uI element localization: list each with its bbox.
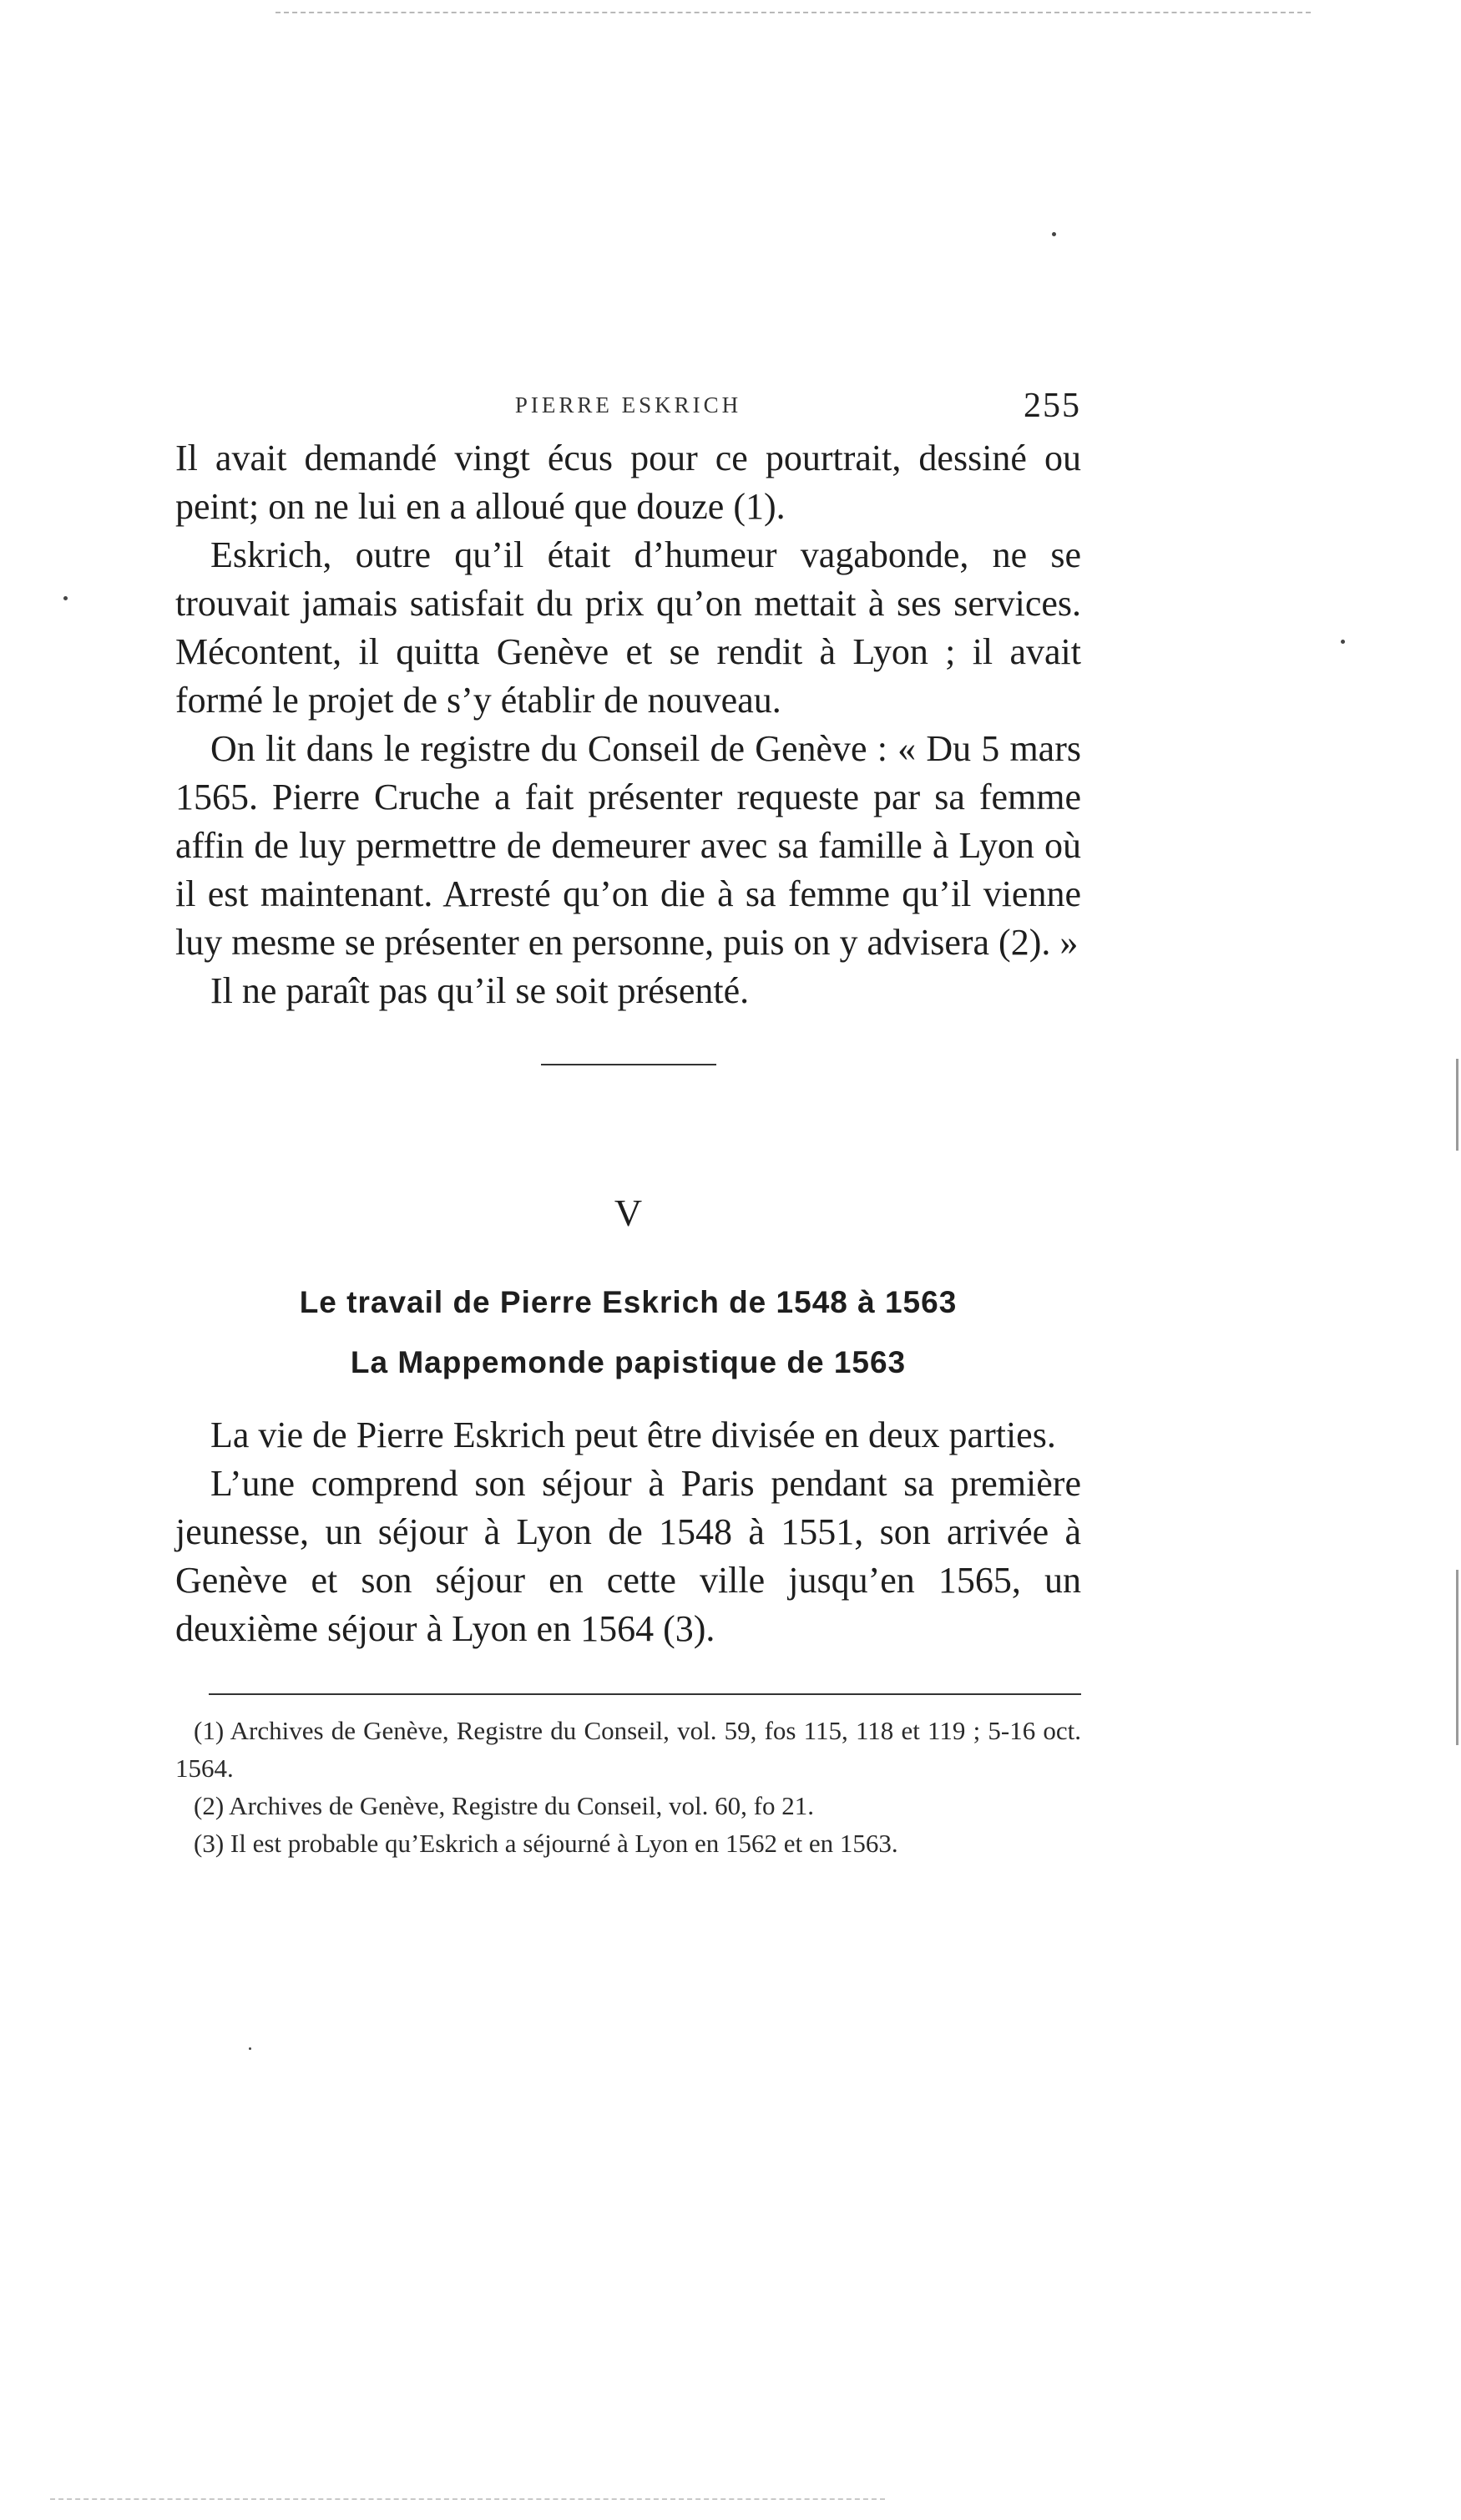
section-title-line: Le travail de Pierre Eskrich de 1548 à 1563 <box>299 1285 958 1319</box>
scan-speck <box>1052 232 1056 236</box>
footnote-divider <box>209 1693 1081 1695</box>
scan-speck <box>1341 640 1345 644</box>
page-number: 255 <box>1024 387 1081 425</box>
footnote: (1) Archives de Genève, Registre du Conseil, vol. 59, fos 115, 118 et 119 ; 5-16 oct. 1564. <box>175 1716 1081 1783</box>
scan-edge-mark <box>1456 1570 1458 1745</box>
paragraph: Eskrich, outre qu’il était d’humeur vagabonde, ne se trouvait jamais satisfait du prix qu’on mettait à ses services. Mécontent, il quitta Genève et se rendit à Lyon ; il avait formé le projet de s’y établir de nouveau. <box>175 534 1081 721</box>
section-text <box>175 1411 1081 1653</box>
section-title <box>175 1273 1081 1393</box>
footnote: (3) Il est probable qu’Eskrich a séjourné à Lyon en 1562 et en 1563. <box>194 1829 898 1858</box>
paragraph: Il avait demandé vingt écus pour ce pourtrait, dessiné ou peint; on ne lui en a alloué que douze (1). <box>175 438 1081 527</box>
section-divider <box>541 1064 716 1065</box>
scan-edge-top <box>276 12 1311 13</box>
paragraph: Il ne paraît pas qu’il se soit présenté. <box>210 970 750 1011</box>
paragraph: L’une comprend son séjour à Paris pendant sa première jeunesse, un séjour à Lyon de 1548 à 1551, son arrivée à Genève et son séjour en cette ville jusqu’en 1565, un deuxième séjour à Lyon en 1564 (3). <box>175 1463 1081 1649</box>
scan-edge-bottom <box>50 2498 885 2500</box>
section-number: V <box>614 1192 643 1234</box>
paragraph: On lit dans le registre du Conseil de Genève : « Du 5 mars 1565. Pierre Cruche a fait présenter requeste par sa femme affin de luy permettre de demeurer avec sa famille à Lyon où il est maintenant. Arresté qu’on die à sa femme qu’il vienne luy mesme se présenter en personne, puis on y advisera (2). » <box>175 728 1081 963</box>
book-page <box>175 384 1081 1862</box>
footnote: (2) Archives de Genève, Registre du Conseil, vol. 60, fo 21. <box>194 1791 814 1820</box>
scan-speck <box>63 596 68 600</box>
running-head <box>175 384 1081 434</box>
running-title: PIERRE ESKRICH <box>514 392 742 417</box>
footnotes <box>175 1712 1081 1862</box>
section-title-line: La Mappemonde papistique de 1563 <box>350 1345 907 1379</box>
paragraph: La vie de Pierre Eskrich peut être divisée en deux parties. <box>210 1414 1056 1455</box>
scan-speck <box>249 2047 251 2050</box>
main-text <box>175 434 1081 1015</box>
scan-edge-mark <box>1456 1059 1458 1151</box>
